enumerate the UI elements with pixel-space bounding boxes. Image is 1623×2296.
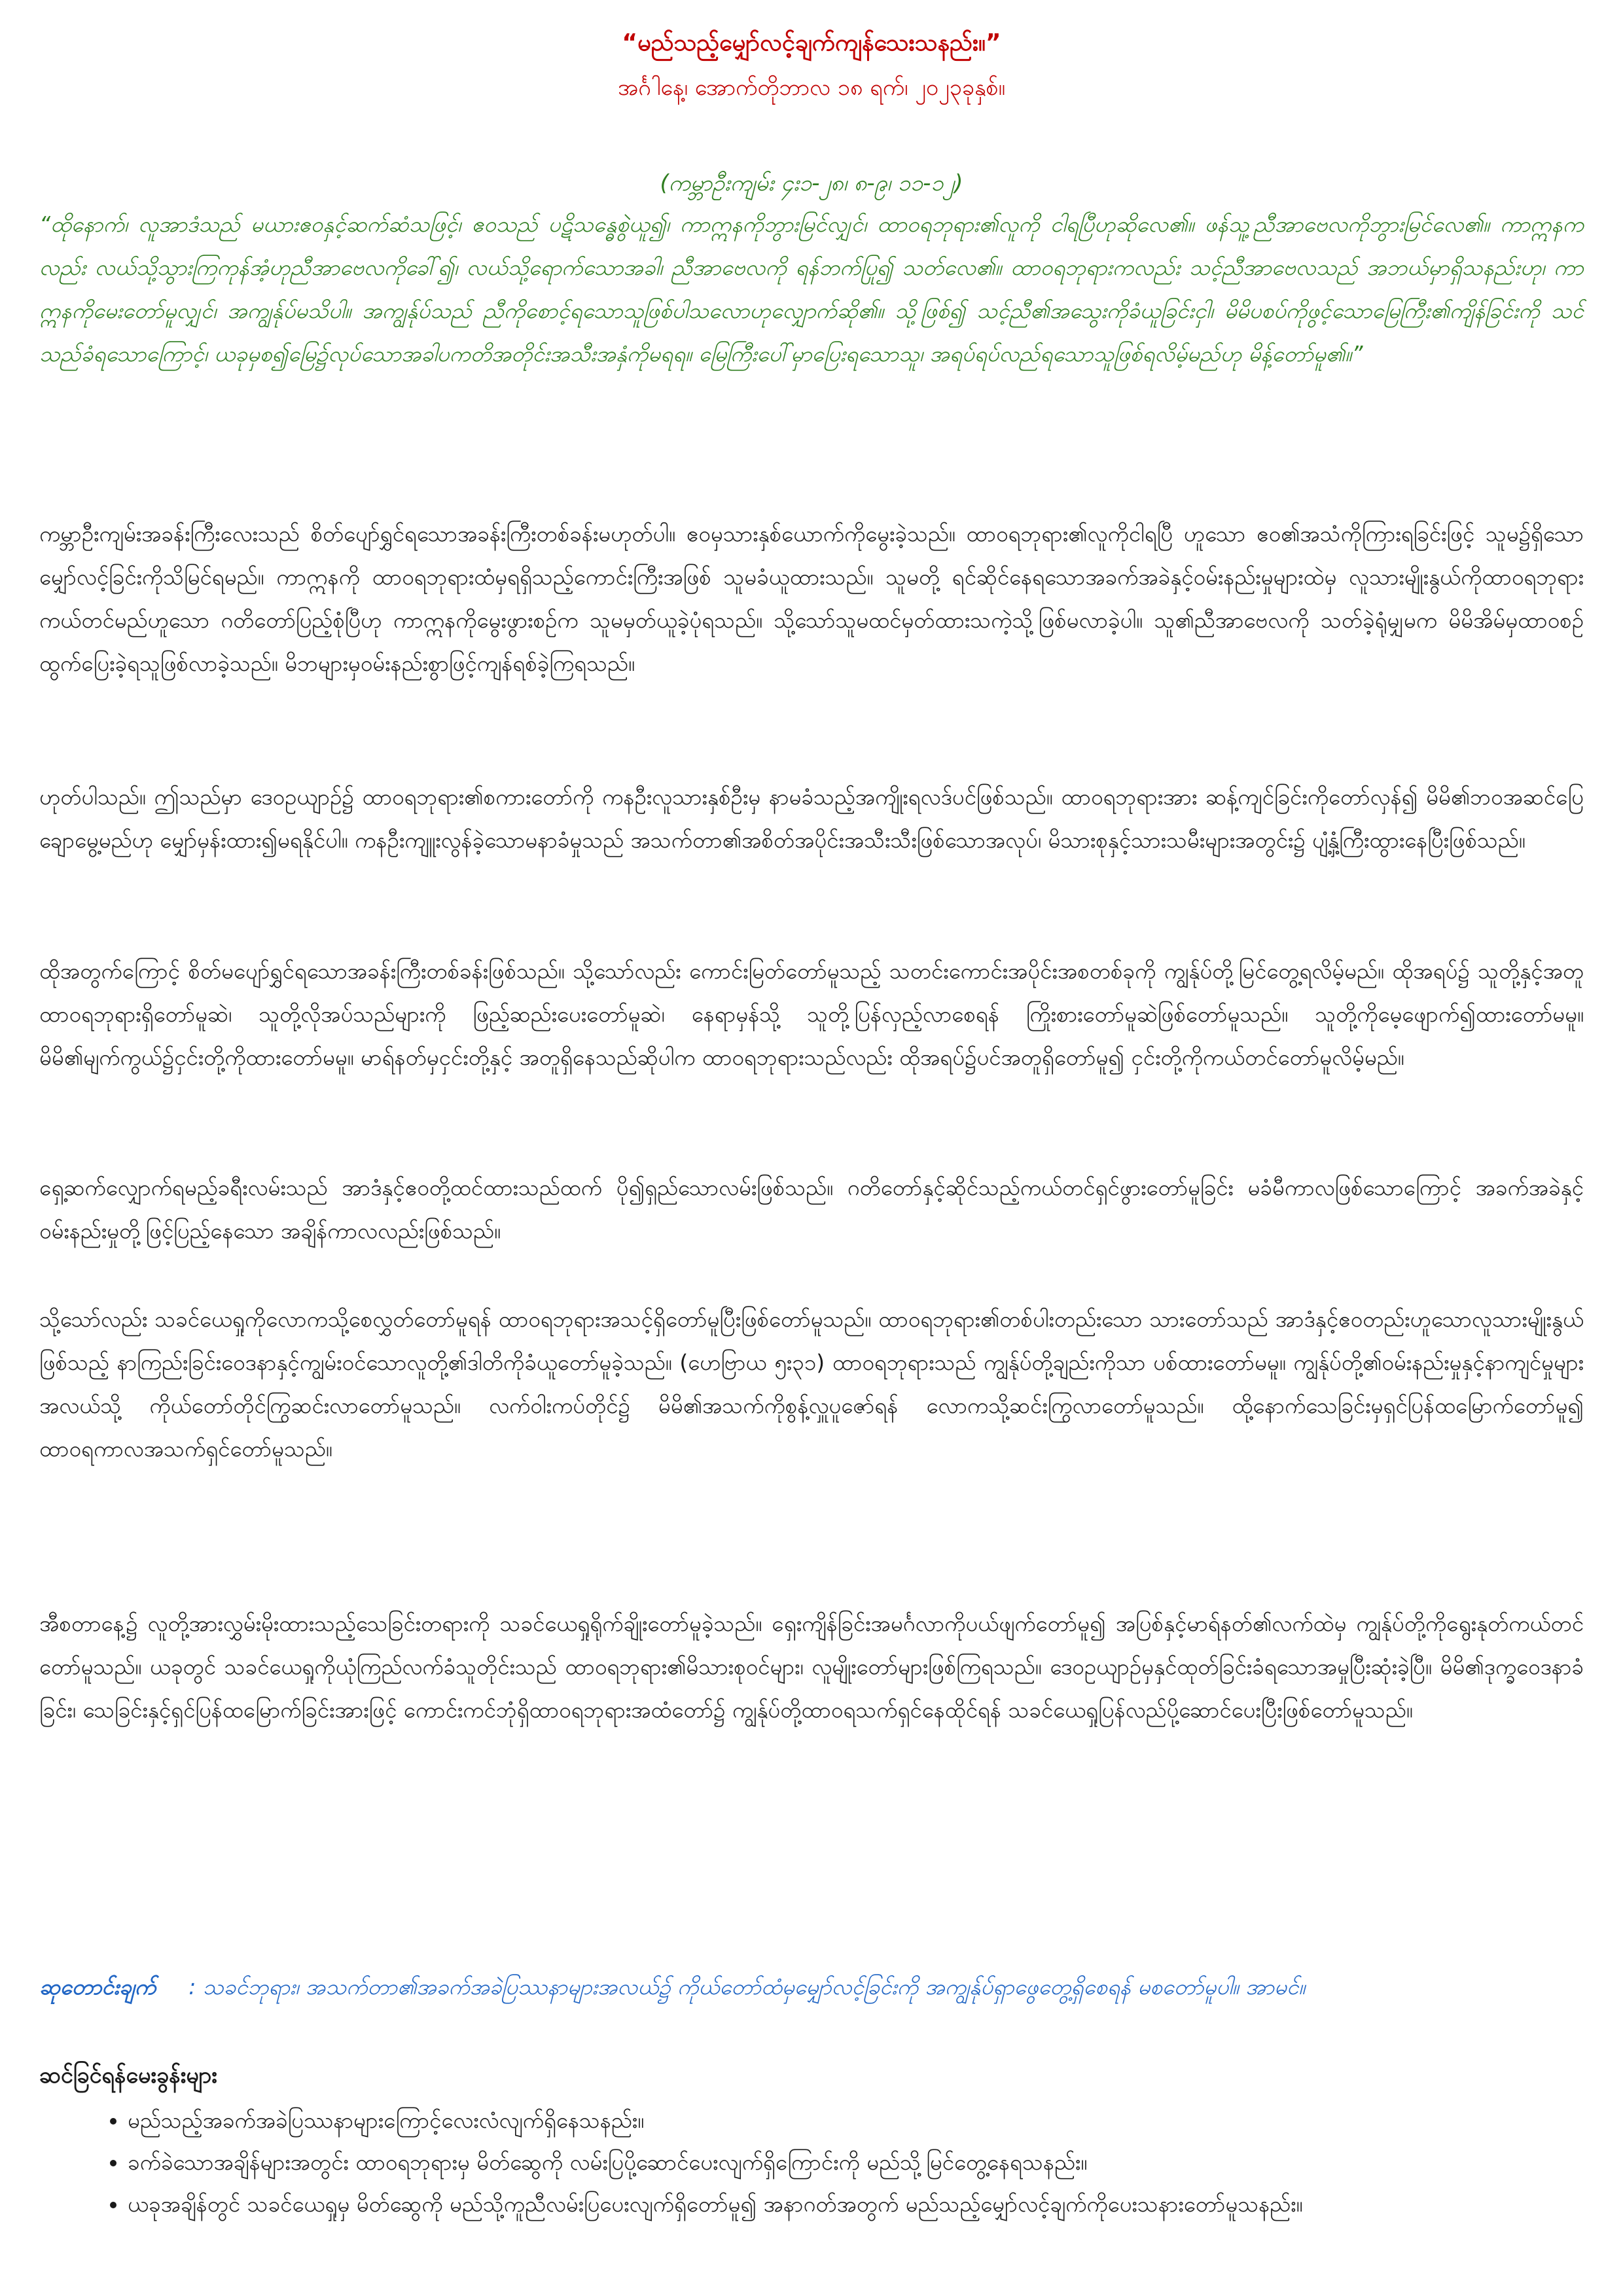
- body-paragraph-6: အီစတာနေ့၌ လူတို့အားလွှမ်းမိုးထားသည့်သေခြင်းတရားကို သခင်ယေရှုရိုက်ချိုးတော်မူခဲ့သည်။ ရှေးကျိန်ခြင်းအမင်္ဂလာကိုပယ်ဖျက်တော်မူ၍ အပြစ်နှင့်မာရ်နတ်၏လက်ထဲမှ ကျွန်ုပ်တို့ကိုရွေးနုတ်ကယ်တင်တော်မူသည်။ ယခုတွင် သခင်ယေရှုကိုယုံကြည်လက်ခံသူတိုင်းသည် ထာဝရဘုရား၏မိသားစုဝင်များ၊ လူမျိုးတော်များဖြစ်ကြရသည်။ ဒေဝဥယျာဉ်မှနှင်ထုတ်ခြင်းခံရသောအမှုပြီးဆုံးခဲ့ပြီ။ မိမိ၏ဒုက္ခဝေဒနာခံခြင်း၊ သေခြင်းနှင့်ရှင်ပြန်ထမြောက်ခြင်းအားဖြင့် ကောင်းကင်ဘုံရှိထာဝရဘုရားအထံတော်၌ ကျွန်ုပ်တို့ထာဝရသက်ရှင်နေထိုင်ရန် သခင်ယေရှုပြန်လည်ပို့ဆောင်ပေးပြီးဖြစ်တော်မူသည်။: [39, 1611, 1584, 1723]
- prayer-text: : သခင်ဘုရား၊ အသက်တာ၏အခက်အခဲပြဿနာများအလယ်၌ ကိုယ်တော်ထံမှမျှော်လင့်ခြင်းကို အကျွန်ုပ်ရှာဖွေတွေ့ရှိစေရန် မစတော်မူပါ။ အာမင်။: [188, 1974, 1306, 2000]
- prayer-block: [39, 1965, 1584, 2009]
- scripture-reference: (ကမ္ဘာဦးကျမ်း ၄း၁-၂၈၊ ၈-၉၊ ၁၁-၁၂): [660, 170, 963, 196]
- questions-list: [39, 2100, 1584, 2225]
- prayer-label: ဆုတောင်းချက်: [39, 1974, 156, 2000]
- question-item: • ယခုအချိန်တွင် သခင်ယေရှုမှ မိတ်ဆွေကို မည်သို့ကူညီလမ်းပြပေးလျက်ရှိတော်မူ၍ အနာဂတ်အတွက် မည်သည့်မျှော်လင့်ချက်ကိုပေးသနားတော်မူသနည်း။: [128, 2183, 1584, 2225]
- scripture-quote: “ထိုနောက်၊ လူအာဒံသည် မယားဧဝနှင့်ဆက်ဆံသဖြင့်၊ ဧဝသည် ပဋိသန္ဓေစွဲယူ၍၊ ကာဣနကိုဘွားမြင်လျှင်၊ ထာဝရဘုရား၏လူကို ငါရပြီဟုဆိုလေ၏။ ဖန်သူ့ညီအာဗေလကိုဘွားမြင်လေ၏။ ကာဣနကလည်း လယ်သို့သွားကြကုန်အံ့ဟုညီအာဗေလကိုခေါ်၍၊ လယ်သို့ရောက်သောအခါ၊ ညီအာဗေလကို ရန်ဘက်ပြု၍ သတ်လေ၏။ ထာဝရဘုရားကလည်း သင့်ညီအာဗေလသည် အဘယ်မှာရှိသနည်းဟု၊ ကာဣနကိုမေးတော်မူလျှင်၊ အကျွန်ုပ်မသိပါ။ အကျွန်ုပ်သည် ညီကိုစောင့်ရသောသူဖြစ်ပါသလောဟုလျှောက်ဆို၏။ သို့ဖြစ်၍ သင့်ညီ၏အသွေးကိုခံယူခြင်းငှါ၊ မိမိပစပ်ကိုဖွင့်သောမြေကြီး၏ကျိန်ခြင်းကို သင်သည်ခံရသောကြောင့်၊ ယခုမှစ၍မြေ၌လုပ်သောအခါပကတိအတိုင်းအသီးအနှံကိုမရရ။ မြေကြီးပေါ်မှာပြေးရသောသူ၊ အရပ်ရပ်လည်ရသောသူဖြစ်ရလိမ့်မည်ဟု မိန့်တော်မူ၏။”: [39, 211, 1584, 367]
- body-paragraph-4: ရှေ့ဆက်လျှောက်ရမည့်ခရီးလမ်းသည် အာဒံနှင့်ဧဝတို့ထင်ထားသည်ထက် ပို၍ရှည်သောလမ်းဖြစ်သည်။ ဂတိတော်နှင့်ဆိုင်သည့်ကယ်တင်ရှင်ဖွားတော်မူခြင်း မခံမီကာလဖြစ်သောကြောင့် အခက်အခဲနှင့်ဝမ်းနည်းမှုတို့ဖြင့်ပြည့်နေသော အချိန်ကာလလည်းဖြစ်သည်။: [39, 1175, 1584, 1244]
- date-line: အင်္ဂါနေ့၊ အောက်တိုဘာလ ၁၈ ရက်၊ ၂၀၂၃ခုနှစ်။: [618, 75, 1005, 101]
- body-paragraph-5: သို့သော်လည်း သခင်ယေရှုကိုလောကသို့စေလွှတ်တော်မူရန် ထာဝရဘုရားအသင့်ရှိတော်မူပြီးဖြစ်တော်မူသည်။ ထာဝရဘုရား၏တစ်ပါးတည်းသော သားတော်သည် အာဒံနှင့်ဧဝတည်းဟူသောလူသားမျိုးနွယ်ဖြစ်သည့် နာကြည်းခြင်းဝေဒနာနှင့်ကျွမ်းဝင်သောလူတို့၏ဒါတိကိုခံယူတော်မူခဲ့သည်။ (ဟေဗြာယ ၅း၃၁) ထာဝရဘုရားသည် ကျွန်ုပ်တို့ချည်းကိုသာ ပစ်ထားတော်မမူ။ ကျွန်ုပ်တို့၏ဝမ်းနည်းမှုနှင့်နာကျင်မှုများအလယ်သို့ ကိုယ်တော်တိုင်ကြွဆင်းလာတော်မူသည်။ လက်ဝါးကပ်တိုင်၌ မိမိ၏အသက်ကိုစွန့်လှူပူဇော်ရန် လောကသို့ဆင်းကြွလာတော်မူသည်။ ထို့နောက်သေခြင်းမှရှင်ပြန်ထမြောက်တော်မူ၍ ထာဝရကာလအသက်ရှင်တော်မူသည်။: [39, 1306, 1584, 1462]
- document-page: [39, 0, 1584, 2296]
- page-title: “မည်သည့်မျှော်လင့်ချက်ကျန်သေးသနည်း။”: [622, 29, 1001, 56]
- body-paragraph-2: ဟုတ်ပါသည်။ ဤသည်မှာ ဒေဝဥယျာဉ်၌ ထာဝရဘုရား၏စကားတော်ကို ကနဦးလူသားနှစ်ဦးမှ နာမခံသည့်အကျိုးရလဒ်ပင်ဖြစ်သည်။ ထာဝရဘုရားအား ဆန့်ကျင်ခြင်းကိုတော်လှန်၍ မိမိ၏ဘဝအဆင်ပြေချောမွေ့မည်ဟု မျှော်မှန်းထား၍မရနိုင်ပါ။ ကနဦးကျူးလွန်ခဲ့သောမနာခံမှုသည် အသက်တာ၏အစိတ်အပိုင်းအသီးသီးဖြစ်သောအလုပ်၊ မိသားစုနှင့်သားသမီးများအတွင်း၌ ပျံ့နှံ့ကြီးထွားနေပြီးဖြစ်သည်။: [39, 784, 1584, 853]
- question-item: • ခက်ခဲသောအချိန်များအတွင်း ထာဝရဘုရားမှ မိတ်ဆွေကို လမ်းပြပို့ဆောင်ပေးလျက်ရှိကြောင်းကို မည်သို့မြင်တွေ့နေရသနည်း။: [128, 2142, 1584, 2183]
- reflection-questions: [39, 2055, 1584, 2225]
- body-paragraph-1: ကမ္ဘာဦးကျမ်းအခန်းကြီးလေးသည် စိတ်ပျော်ရွှင်ရသောအခန်းကြီးတစ်ခန်းမဟုတ်ပါ။ ဧဝမှသားနှစ်ယောက်ကိုမွေးခဲ့သည်။ ထာဝရဘုရား၏လူကိုငါရပြီ ဟူသော ဧဝ၏အသံကိုကြားရခြင်းဖြင့် သူမ၌ရှိသောမျှော်လင့်ခြင်းကိုသိမြင်ရမည်။ ကာဣနကို ထာဝရဘုရားထံမှရရှိသည့်ကောင်းကြီးအဖြစ် သူမခံယူထားသည်။ သူမတို့ ရင်ဆိုင်နေရသောအခက်အခဲနှင့်ဝမ်းနည်းမှုများထဲမှ လူသားမျိုးနွယ်ကိုထာဝရဘုရားကယ်တင်မည်ဟူသော ဂတိတော်ပြည့်စုံပြီဟု ကာဣနကိုမွေးဖွားစဉ်က သူမမှတ်ယူခဲ့ပုံရသည်။ သို့သော်သူမထင်မှတ်ထားသကဲ့သို့ဖြစ်မလာခဲ့ပါ။ သူ၏ညီအာဗေလကို သတ်ခဲ့ရုံမျှမက မိမိအိမ်မှထာဝစဉ်ထွက်ပြေးခဲ့ရသူဖြစ်လာခဲ့သည်။ မိဘများမှဝမ်းနည်းစွာဖြင့်ကျန်ရစ်ခဲ့ကြရသည်။: [39, 521, 1584, 676]
- scripture-block: [39, 164, 1584, 376]
- question-item: • မည်သည့်အခက်အခဲပြဿနာများကြောင့်လေးလံလျက်ရှိနေသနည်း။: [128, 2100, 1584, 2142]
- questions-heading: ဆင်ခြင်ရန်မေးခွန်းများ: [39, 2062, 217, 2089]
- body-paragraph-3: ထိုအတွက်ကြောင့် စိတ်မပျော်ရွှင်ရသောအခန်းကြီးတစ်ခန်းဖြစ်သည်။ သို့သော်လည်း ကောင်းမြတ်တော်မူသည့် သတင်းကောင်းအပိုင်းအစတစ်ခုကို ကျွန်ုပ်တို့မြင်တွေ့ရလိမ့်မည်။ ထိုအရပ်၌ သူတို့နှင့်အတူ ထာဝရဘုရားရှိတော်မူဆဲ၊ သူတို့လိုအပ်သည်များကို ဖြည့်ဆည်းပေးတော်မူဆဲ၊ နေရာမှန်သို့ သူတို့ပြန်လှည့်လာစေရန် ကြိုးစားတော်မူဆဲဖြစ်တော်မူသည်။ သူတို့ကိုမေ့ဖျောက်၍ထားတော်မမူ။ မိမိ၏မျက်ကွယ်၌ငှင်းတို့ကိုထားတော်မမူ။ မာရ်နတ်မှငှင်းတို့နှင့် အတူရှိနေသည်ဆိုပါက ထာဝရဘုရားသည်လည်း ထိုအရပ်၌ပင်အတူရှိတော်မူ၍ ငှင်းတို့ကိုကယ်တင်တော်မူလိမ့်မည်။: [39, 958, 1584, 1070]
